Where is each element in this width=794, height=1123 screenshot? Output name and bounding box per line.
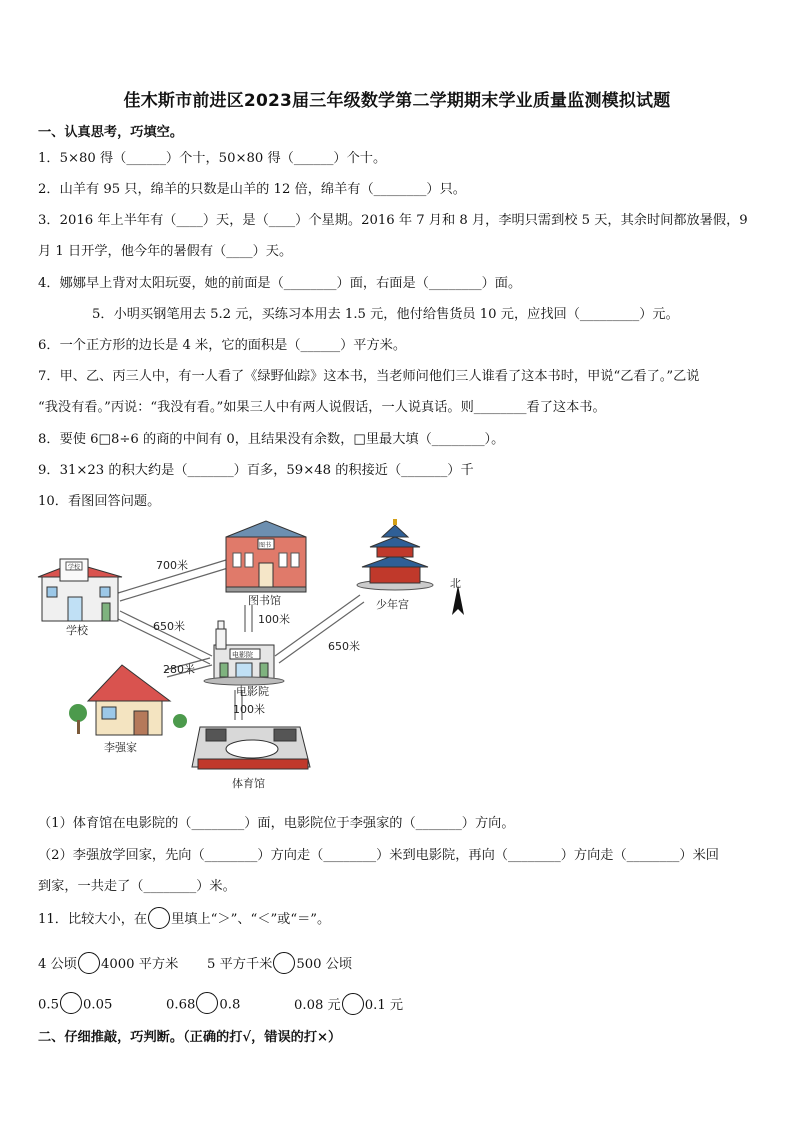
question-4: 4．娜娜早上背对太阳玩耍，她的前面是（________）面，右面是（________）面。 bbox=[38, 276, 522, 291]
question-2: 2．山羊有 95 只，绵羊的只数是山羊的 12 倍，绵羊有（________）只。 bbox=[38, 182, 466, 197]
dist-li-cinema: 280米 bbox=[163, 663, 195, 676]
compare-item bbox=[166, 994, 240, 1016]
question-3-line-2: 月 1 日开学，他今年的暑假有（____）天。 bbox=[38, 244, 293, 259]
compare-left: 0.08 元 bbox=[294, 998, 341, 1013]
label-cinema: 电影院 bbox=[236, 685, 269, 698]
dist-cinema-youth: 650米 bbox=[328, 640, 360, 653]
library-sign: 图书 bbox=[259, 542, 272, 549]
cinema-building bbox=[204, 621, 284, 685]
answer-circle[interactable] bbox=[148, 907, 170, 929]
question-10-2-line-1: （2）李强放学回家，先向（________）方向走（________）米到电影院，再向（________）方向走（________）米回 bbox=[38, 848, 719, 863]
question-10-1: （1）体育馆在电影院的（________）面，电影院位于李强家的（_______）方向。 bbox=[38, 816, 515, 831]
answer-circle[interactable] bbox=[78, 952, 100, 974]
compare-left: 5 平方千米 bbox=[207, 957, 273, 972]
compare-right: 0.1 元 bbox=[364, 998, 404, 1013]
question-11 bbox=[38, 908, 330, 931]
compare-item bbox=[294, 994, 403, 1017]
north-arrow bbox=[450, 577, 464, 615]
section-heading-1: 一、认真思考，巧填空。 bbox=[38, 125, 184, 140]
compare-right: 0.8 bbox=[219, 997, 241, 1013]
question-10-2-line-2: 到家，一共走了（________）米。 bbox=[38, 879, 236, 894]
compare-item bbox=[38, 994, 112, 1016]
label-library: 图书馆 bbox=[248, 594, 281, 607]
compare-left: 0.5 bbox=[38, 997, 59, 1013]
dist-school-library: 700米 bbox=[156, 559, 188, 572]
question-7-line-2: “我没有看。”丙说：“我没有看。”如果三人中有两人说假话，一人说真话。则________看了这本书。 bbox=[38, 400, 606, 415]
label-north: 北 bbox=[450, 577, 461, 590]
question-7-line-1: 7．甲、乙、丙三人中，有一人看了《绿野仙踪》这本书，当老师问他们三人谁看了这本书时，甲说“乙看了。”乙说 bbox=[38, 369, 700, 384]
label-school: 学校 bbox=[66, 624, 88, 637]
label-li-home: 李强家 bbox=[104, 741, 137, 754]
question-3-line-1: 3．2016 年上半年有（____）天，是（____）个星期。2016 年 7 月和 8 月，李明只需到校 5 天，其余时间都放暑假，9 bbox=[38, 213, 748, 228]
compare-right: 0.05 bbox=[82, 997, 113, 1013]
map-figure bbox=[30, 515, 461, 800]
answer-circle[interactable] bbox=[60, 992, 82, 1014]
section-heading-2: 二、仔细推敲，巧判断。（正确的打√，错误的打×） bbox=[38, 1030, 342, 1045]
question-6: 6．一个正方形的边长是 4 米，它的面积是（______）平方米。 bbox=[38, 338, 407, 353]
question-8: 8．要使 6□8÷6 的商的中间有 0，且结果没有余数，□里最大填（________）。 bbox=[38, 432, 505, 447]
answer-circle[interactable] bbox=[196, 992, 218, 1014]
dist-cinema-gym: 100米 bbox=[233, 703, 265, 716]
youth-palace-building bbox=[357, 519, 433, 590]
answer-circle[interactable] bbox=[273, 952, 295, 974]
compare-left: 4 公顷 bbox=[38, 957, 77, 972]
question-11-suffix: 里填上“＞”、“＜”或“＝”。 bbox=[171, 912, 331, 927]
question-11-prefix: 11．比较大小，在 bbox=[38, 912, 148, 927]
page-title: 佳木斯市前进区2023届三年级数学第二学期期末学业质量监测模拟试题 bbox=[123, 91, 671, 111]
compare-item bbox=[207, 953, 352, 976]
library-building bbox=[226, 521, 306, 592]
question-9: 9．31×23 的积大约是（_______）百多，59×48 的积接近（_______）千 bbox=[38, 463, 474, 478]
dist-library-cinema: 100米 bbox=[258, 613, 290, 626]
question-5: 5．小明买钢笔用去 5.2 元，买练习本用去 1.5 元，他付给售货员 10 元，应找回（_________）元。 bbox=[92, 307, 679, 322]
question-1: 1．5×80 得（______）个十，50×80 得（______）个十。 bbox=[38, 151, 387, 166]
school-building bbox=[38, 559, 122, 621]
answer-circle[interactable] bbox=[342, 993, 364, 1015]
compare-item bbox=[38, 953, 178, 976]
label-youth-palace: 少年宫 bbox=[376, 598, 409, 611]
school-sign: 学校 bbox=[68, 564, 81, 571]
question-10: 10．看图回答问题。 bbox=[38, 494, 161, 509]
cinema-sign: 电影院 bbox=[232, 651, 253, 659]
compare-right: 4000 平方米 bbox=[100, 957, 179, 972]
compare-right: 500 公顷 bbox=[296, 957, 353, 972]
label-gym: 体育馆 bbox=[232, 777, 265, 790]
dist-school-cinema: 650米 bbox=[153, 620, 185, 633]
compare-left: 0.68 bbox=[166, 997, 196, 1013]
gym-building bbox=[192, 727, 310, 769]
